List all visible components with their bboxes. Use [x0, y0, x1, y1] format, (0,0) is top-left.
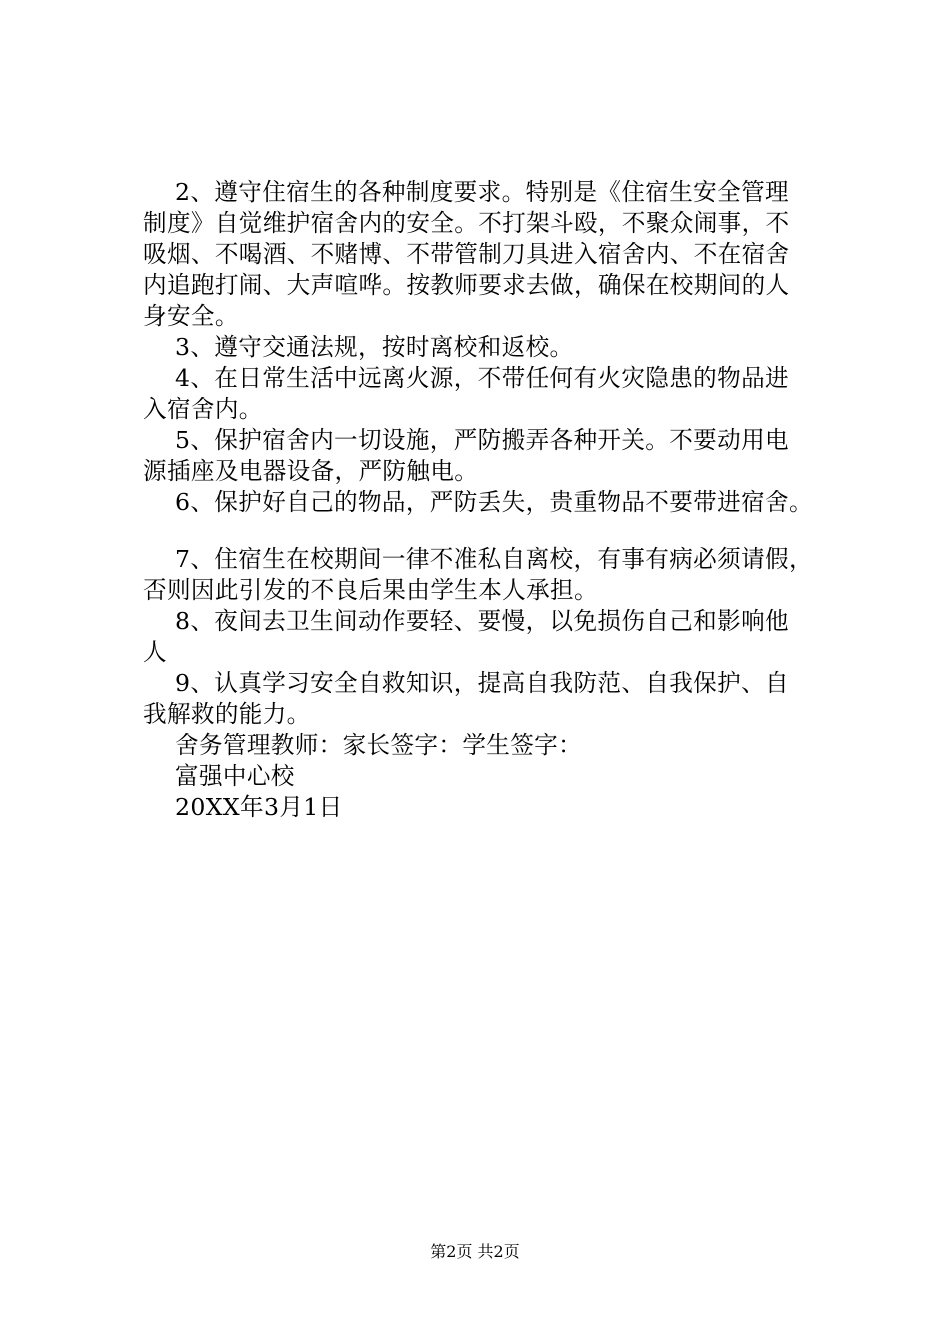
- document-date: 20XX年3月1日: [175, 793, 343, 821]
- page-footer: 第2页 共2页: [430, 1242, 520, 1261]
- rule-2-line-3: 吸烟、不喝酒、不赌博、不带管制刀具进入宿舍内、不在宿舍: [143, 240, 790, 268]
- rule-8-line-1: 8、夜间去卫生间动作要轻、要慢，以免损伤自己和影响他: [175, 607, 789, 635]
- rule-3-line-1: 3、遵守交通法规，按时离校和返校。: [175, 333, 574, 361]
- rule-4-line-2: 入宿舍内。: [143, 395, 263, 423]
- rule-2-line-4: 内追跑打闹、大声喧哗。按教师要求去做，确保在校期间的人: [143, 271, 790, 299]
- signature-line: 舍务管理教师：家长签字：学生签字：: [175, 731, 583, 759]
- school-name: 富强中心校: [175, 762, 295, 790]
- rule-2-line-1: 2、遵守住宿生的各种制度要求。特别是《住宿生安全管理: [175, 178, 789, 206]
- rule-8-line-2: 人: [143, 638, 167, 666]
- rule-7-line-1: 7、住宿生在校期间一律不准私自离校，有事有病必须请假，: [175, 545, 813, 573]
- rule-2-line-5: 身安全。: [143, 302, 239, 330]
- rule-5-line-2: 源插座及电器设备，严防触电。: [143, 457, 479, 485]
- rule-9-line-1: 9、认真学习安全自救知识，提高自我防范、自我保护、自: [175, 669, 789, 697]
- rule-9-line-2: 我解救的能力。: [143, 700, 311, 728]
- rule-7-line-2: 否则因此引发的不良后果由学生本人承担。: [143, 576, 598, 604]
- rule-2-line-2: 制度》自觉维护宿舍内的安全。不打架斗殴，不聚众闹事，不: [143, 209, 790, 237]
- rule-6-line-1: 6、保护好自己的物品，严防丢失，贵重物品不要带进宿舍。: [175, 488, 813, 516]
- rule-5-line-1: 5、保护宿舍内一切设施，严防搬弄各种开关。不要动用电: [175, 426, 789, 454]
- rule-4-line-1: 4、在日常生活中远离火源，不带任何有火灾隐患的物品进: [175, 364, 789, 392]
